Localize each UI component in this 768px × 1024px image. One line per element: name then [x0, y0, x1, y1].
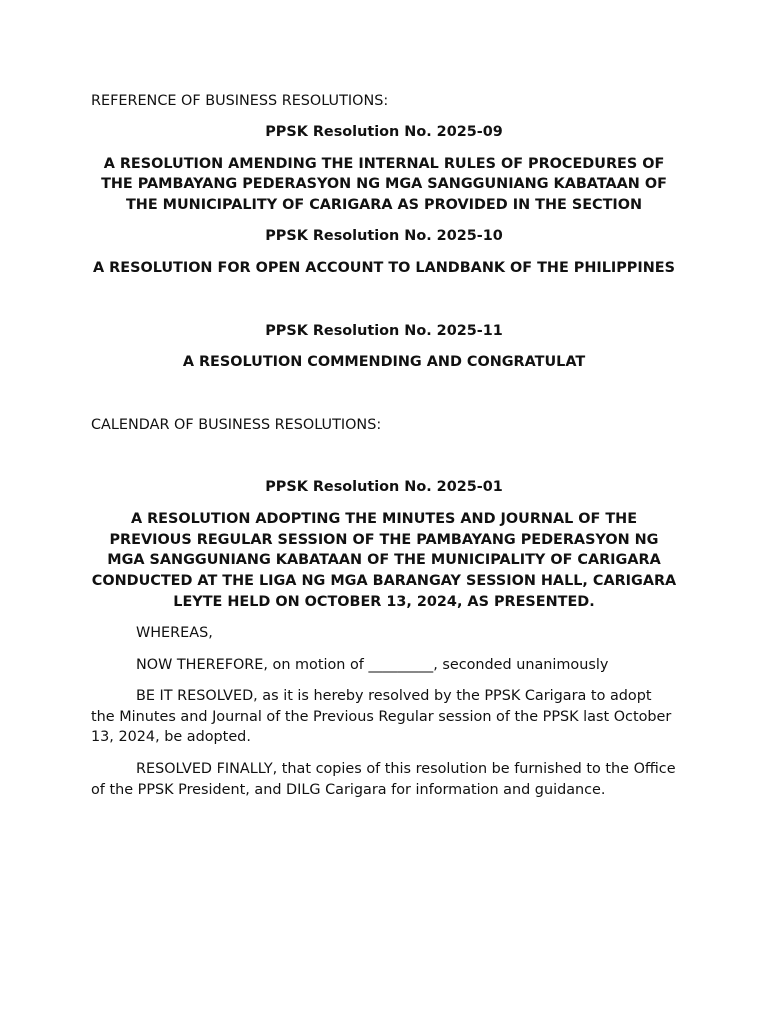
whereas-clause: WHEREAS,	[136, 625, 213, 642]
resolution-title-2025-01: A RESOLUTION ADOPTING THE MINUTES AND JOURNAL OF THE PREVIOUS REGULAR SESSION OF THE PAMBAYANG PEDERASYON NG MGA SANGGUNIANG KABATAAN OF THE MUNICIPALITY OF CARIGARA CONDUCTED AT THE LIGA NG MGA BARANGAY SESSION HALL, CARIGARA LEYTE HELD ON OCTOBER 13, 2024, AS PRESENTED.	[91, 510, 677, 610]
resolved-finally-clause: RESOLVED FINALLY, that copies of this resolution be furnished to the Office of the PPSK President, and DILG Carigara for information and guidance.	[91, 760, 676, 798]
resolution-title-2025-10: A RESOLUTION FOR OPEN ACCOUNT TO LANDBANK OF THE PHILIPPINES	[93, 259, 675, 276]
resolution-number-2025-09: PPSK Resolution No. 2025-09	[265, 124, 503, 141]
resolution-number-2025-01: PPSK Resolution No. 2025-01	[265, 479, 503, 496]
resolution-title-2025-09: A RESOLUTION AMENDING THE INTERNAL RULES OF PROCEDURES OF THE PAMBAYANG PEDERASYON NG MGA SANGGUNIANG KABATAAN OF THE MUNICIPALITY OF CARIGARA AS PROVIDED IN THE SECTION	[101, 155, 667, 214]
resolution-number-2025-10: PPSK Resolution No. 2025-10	[265, 228, 503, 245]
resolution-title-2025-11: A RESOLUTION COMMENDING AND CONGRATULAT	[182, 353, 586, 370]
document-body	[91, 91, 677, 811]
now-therefore-clause: NOW THEREFORE, on motion of _________, seconded unanimously	[136, 656, 609, 673]
calendar-heading: CALENDAR OF BUSINESS RESOLUTIONS:	[91, 416, 382, 433]
be-it-resolved-clause: BE IT RESOLVED, as it is hereby resolved by the PPSK Carigara to adopt the Minutes and Journal of the Previous Regular session of the PPSK last October 13, 2024, be adopted.	[91, 687, 672, 746]
reference-heading: REFERENCE OF BUSINESS RESOLUTIONS:	[91, 93, 389, 109]
resolution-number-2025-11: PPSK Resolution No. 2025-11	[265, 322, 503, 339]
